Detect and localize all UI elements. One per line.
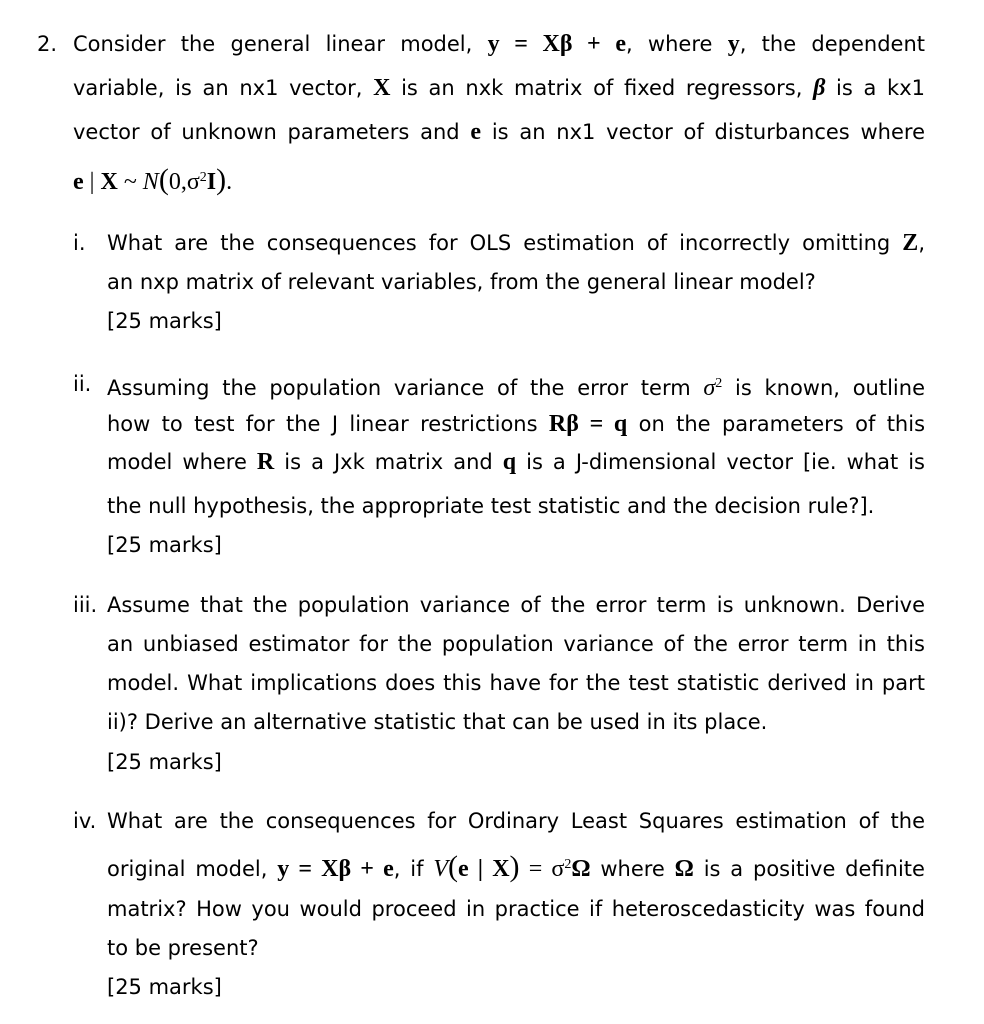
question-number: 2. [37,32,58,56]
var-e: e [470,119,482,145]
part-label-iv: iv. [73,809,97,833]
omega-2: Ω [674,856,694,882]
var-beta: β [813,75,826,101]
var-X: X [373,75,391,101]
var-R: R [256,449,275,475]
part-iii-line-3: model. What implications does this have for the test statistic derived in part [107,671,925,695]
part-label-iii: iii. [73,593,98,617]
omega: Ω [571,856,591,882]
part-iii-line-2: an unbiased estimator for the population variance of the error term in this [107,632,925,656]
part-iii-line-4: ii)? Derive an alternative statistic that can be used in its place. [107,710,768,734]
part-iv-marks: [25 marks] [107,975,222,999]
part-iv-line-3: matrix? How you would proceed in practice if heteroscedasticity was found [107,897,925,921]
part-ii-marks: [25 marks] [107,533,222,557]
restriction-equation: Rβ = q [548,411,628,437]
part-iv-line-2: original model, y = Xβ + e, if V(e | $X) = \sigma^2\Omega$ where Ω is a positive definite [107,850,925,883]
part-iv-line-4: to be present? [107,936,259,960]
sigma-squared: σ [703,375,716,401]
part-i-line-1: What are the consequences for OLS estimation of incorrectly omitting Z, [107,230,925,256]
part-ii-line-1: Assuming the population variance of the error term $\sigma^2$ is known, outline [107,375,925,401]
intro-line-1: Consider the general linear model, y = Xβ + e, where y, the dependent [73,31,926,57]
part-ii-line-3: model where R is a Jxk matrix and q is a J-dimensional vector [ie. what is [107,449,925,475]
part-ii-line-4: the null hypothesis, the appropriate test statistic and the decision rule?]. [107,494,875,518]
distribution-formula: e | X ~ $N(0,\sigma^2I)$. [73,163,233,196]
intro-line-3: vector of unknown parameters and e is an nx1 vector of disturbances where [73,119,925,145]
part-iv-line-1: What are the consequences for Ordinary Least Squares estimation of the [107,809,925,833]
model-equation-repeat: y = Xβ + e [277,856,394,882]
model-equation: y = Xβ + e [487,31,626,57]
variance-V: V [433,856,448,882]
part-iii-marks: [25 marks] [107,750,222,774]
part-label-i: i. [73,231,86,255]
part-i-line-2: an nxp matrix of relevant variables, from the general linear model? [107,270,816,294]
part-label-ii: ii. [73,372,92,396]
var-Z: Z [902,230,919,256]
var-q: q [502,449,517,475]
intro-line-2: variable, is an nx1 vector, X is an nxk matrix of fixed regressors, β is a kx1 [73,75,925,101]
part-ii-line-2: how to test for the J linear restrictions Rβ = q on the parameters of this [107,411,926,437]
var-y: y [727,31,740,57]
part-iii-line-1: Assume that the population variance of the error term is unknown. Derive [107,593,925,617]
part-i-marks: [25 marks] [107,309,222,333]
